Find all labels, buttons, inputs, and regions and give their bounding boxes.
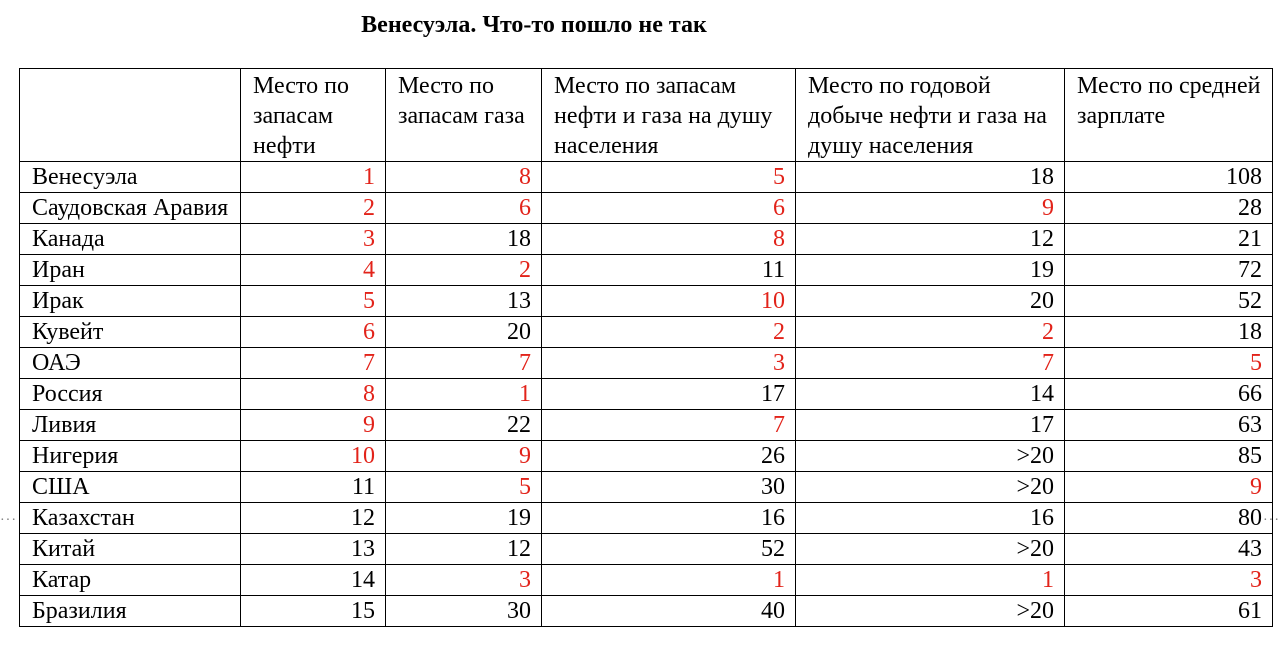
rank-cell-reserves-per-capita: 26: [542, 441, 796, 472]
rank-cell-average-salary: 3: [1065, 565, 1273, 596]
rank-cell-oil-reserves: 4: [241, 255, 386, 286]
rank-cell-oil-reserves: 13: [241, 534, 386, 565]
page-break-marker-right: ···: [1263, 513, 1280, 528]
table-header-row: [20, 69, 1273, 162]
country-name-cell: Ирак: [20, 286, 241, 317]
rank-cell-oil-reserves: 9: [241, 410, 386, 441]
rank-cell-oil-reserves: 3: [241, 224, 386, 255]
rank-cell-production-per-capita: >20: [796, 441, 1065, 472]
rank-cell-reserves-per-capita: 10: [542, 286, 796, 317]
country-name-cell: Катар: [20, 565, 241, 596]
rank-cell-average-salary: 18: [1065, 317, 1273, 348]
rank-cell-reserves-per-capita: 17: [542, 379, 796, 410]
rank-cell-average-salary: 21: [1065, 224, 1273, 255]
rank-cell-average-salary: 5: [1065, 348, 1273, 379]
rank-cell-oil-reserves: 14: [241, 565, 386, 596]
rank-cell-reserves-per-capita: 1: [542, 565, 796, 596]
rank-cell-average-salary: 108: [1065, 162, 1273, 193]
rank-cell-gas-reserves: 19: [386, 503, 542, 534]
rank-cell-reserves-per-capita: 11: [542, 255, 796, 286]
country-name-cell: Нигерия: [20, 441, 241, 472]
table-row: [20, 534, 1273, 565]
rank-cell-gas-reserves: 22: [386, 410, 542, 441]
country-name-cell: США: [20, 472, 241, 503]
rank-cell-gas-reserves: 6: [386, 193, 542, 224]
rank-cell-oil-reserves: 2: [241, 193, 386, 224]
table-row: [20, 193, 1273, 224]
column-header-country: [20, 69, 241, 162]
country-name-cell: Россия: [20, 379, 241, 410]
table-row: [20, 596, 1273, 627]
rank-cell-production-per-capita: 18: [796, 162, 1065, 193]
table-row: [20, 348, 1273, 379]
rank-cell-reserves-per-capita: 7: [542, 410, 796, 441]
rank-cell-production-per-capita: 1: [796, 565, 1065, 596]
table-row: [20, 379, 1273, 410]
rank-cell-gas-reserves: 3: [386, 565, 542, 596]
table-row: [20, 162, 1273, 193]
rank-cell-reserves-per-capita: 40: [542, 596, 796, 627]
rank-cell-production-per-capita: >20: [796, 472, 1065, 503]
rank-cell-average-salary: 85: [1065, 441, 1273, 472]
rank-cell-gas-reserves: 1: [386, 379, 542, 410]
rank-cell-average-salary: 28: [1065, 193, 1273, 224]
rank-cell-reserves-per-capita: 8: [542, 224, 796, 255]
rank-cell-gas-reserves: 18: [386, 224, 542, 255]
rank-cell-reserves-per-capita: 16: [542, 503, 796, 534]
rank-cell-reserves-per-capita: 30: [542, 472, 796, 503]
rank-cell-reserves-per-capita: 3: [542, 348, 796, 379]
rank-cell-average-salary: 43: [1065, 534, 1273, 565]
rank-cell-production-per-capita: 17: [796, 410, 1065, 441]
rank-cell-production-per-capita: 9: [796, 193, 1065, 224]
rank-cell-gas-reserves: 8: [386, 162, 542, 193]
table-row: [20, 472, 1273, 503]
country-name-cell: Канада: [20, 224, 241, 255]
table-body: [20, 162, 1273, 627]
rank-cell-production-per-capita: 19: [796, 255, 1065, 286]
data-table: [19, 68, 1273, 627]
rank-cell-gas-reserves: 2: [386, 255, 542, 286]
rank-cell-oil-reserves: 12: [241, 503, 386, 534]
table-row: [20, 503, 1273, 534]
country-name-cell: Иран: [20, 255, 241, 286]
rank-cell-gas-reserves: 13: [386, 286, 542, 317]
column-header-production-per-capita: Место по годовой добыче нефти и газа на душу населения: [796, 69, 1065, 162]
rank-cell-oil-reserves: 10: [241, 441, 386, 472]
country-name-cell: Кувейт: [20, 317, 241, 348]
table-row: [20, 286, 1273, 317]
rank-cell-average-salary: 52: [1065, 286, 1273, 317]
rank-cell-gas-reserves: 5: [386, 472, 542, 503]
rank-cell-reserves-per-capita: 5: [542, 162, 796, 193]
rank-cell-production-per-capita: >20: [796, 596, 1065, 627]
rank-cell-oil-reserves: 8: [241, 379, 386, 410]
column-header-gas-reserves: Место по запасам газа: [386, 69, 542, 162]
rank-cell-gas-reserves: 12: [386, 534, 542, 565]
rank-cell-gas-reserves: 7: [386, 348, 542, 379]
country-name-cell: Венесуэла: [20, 162, 241, 193]
table-row: [20, 441, 1273, 472]
rank-cell-gas-reserves: 20: [386, 317, 542, 348]
rank-cell-gas-reserves: 9: [386, 441, 542, 472]
country-name-cell: Бразилия: [20, 596, 241, 627]
table-row: [20, 224, 1273, 255]
rank-cell-reserves-per-capita: 52: [542, 534, 796, 565]
rank-cell-average-salary: 61: [1065, 596, 1273, 627]
rank-cell-average-salary: 9: [1065, 472, 1273, 503]
rank-cell-production-per-capita: 7: [796, 348, 1065, 379]
rank-cell-oil-reserves: 11: [241, 472, 386, 503]
country-name-cell: Ливия: [20, 410, 241, 441]
rank-cell-average-salary: 72: [1065, 255, 1273, 286]
column-header-oil-reserves: Место по запасам нефти: [241, 69, 386, 162]
rank-cell-production-per-capita: 2: [796, 317, 1065, 348]
country-name-cell: Саудовская Аравия: [20, 193, 241, 224]
country-name-cell: ОАЭ: [20, 348, 241, 379]
page-break-marker-left: ···: [0, 513, 17, 528]
rank-cell-oil-reserves: 6: [241, 317, 386, 348]
rank-cell-production-per-capita: >20: [796, 534, 1065, 565]
rank-cell-oil-reserves: 7: [241, 348, 386, 379]
table-row: [20, 410, 1273, 441]
rank-cell-average-salary: 80: [1065, 503, 1273, 534]
table-row: [20, 565, 1273, 596]
rank-cell-production-per-capita: 14: [796, 379, 1065, 410]
rank-cell-production-per-capita: 12: [796, 224, 1065, 255]
column-header-reserves-per-capita: Место по запасам нефти и газа на душу населения: [542, 69, 796, 162]
rank-cell-reserves-per-capita: 2: [542, 317, 796, 348]
rank-cell-oil-reserves: 1: [241, 162, 386, 193]
column-header-average-salary: Место по средней зарплате: [1065, 69, 1273, 162]
rank-cell-production-per-capita: 16: [796, 503, 1065, 534]
table-row: [20, 255, 1273, 286]
rank-cell-production-per-capita: 20: [796, 286, 1065, 317]
page-title: Венесуэла. Что-то пошло не так: [361, 12, 707, 38]
country-name-cell: Китай: [20, 534, 241, 565]
table-row: [20, 317, 1273, 348]
rank-cell-average-salary: 66: [1065, 379, 1273, 410]
rank-cell-average-salary: 63: [1065, 410, 1273, 441]
rank-cell-reserves-per-capita: 6: [542, 193, 796, 224]
rank-cell-oil-reserves: 15: [241, 596, 386, 627]
rank-cell-gas-reserves: 30: [386, 596, 542, 627]
country-name-cell: Казахстан: [20, 503, 241, 534]
rank-cell-oil-reserves: 5: [241, 286, 386, 317]
